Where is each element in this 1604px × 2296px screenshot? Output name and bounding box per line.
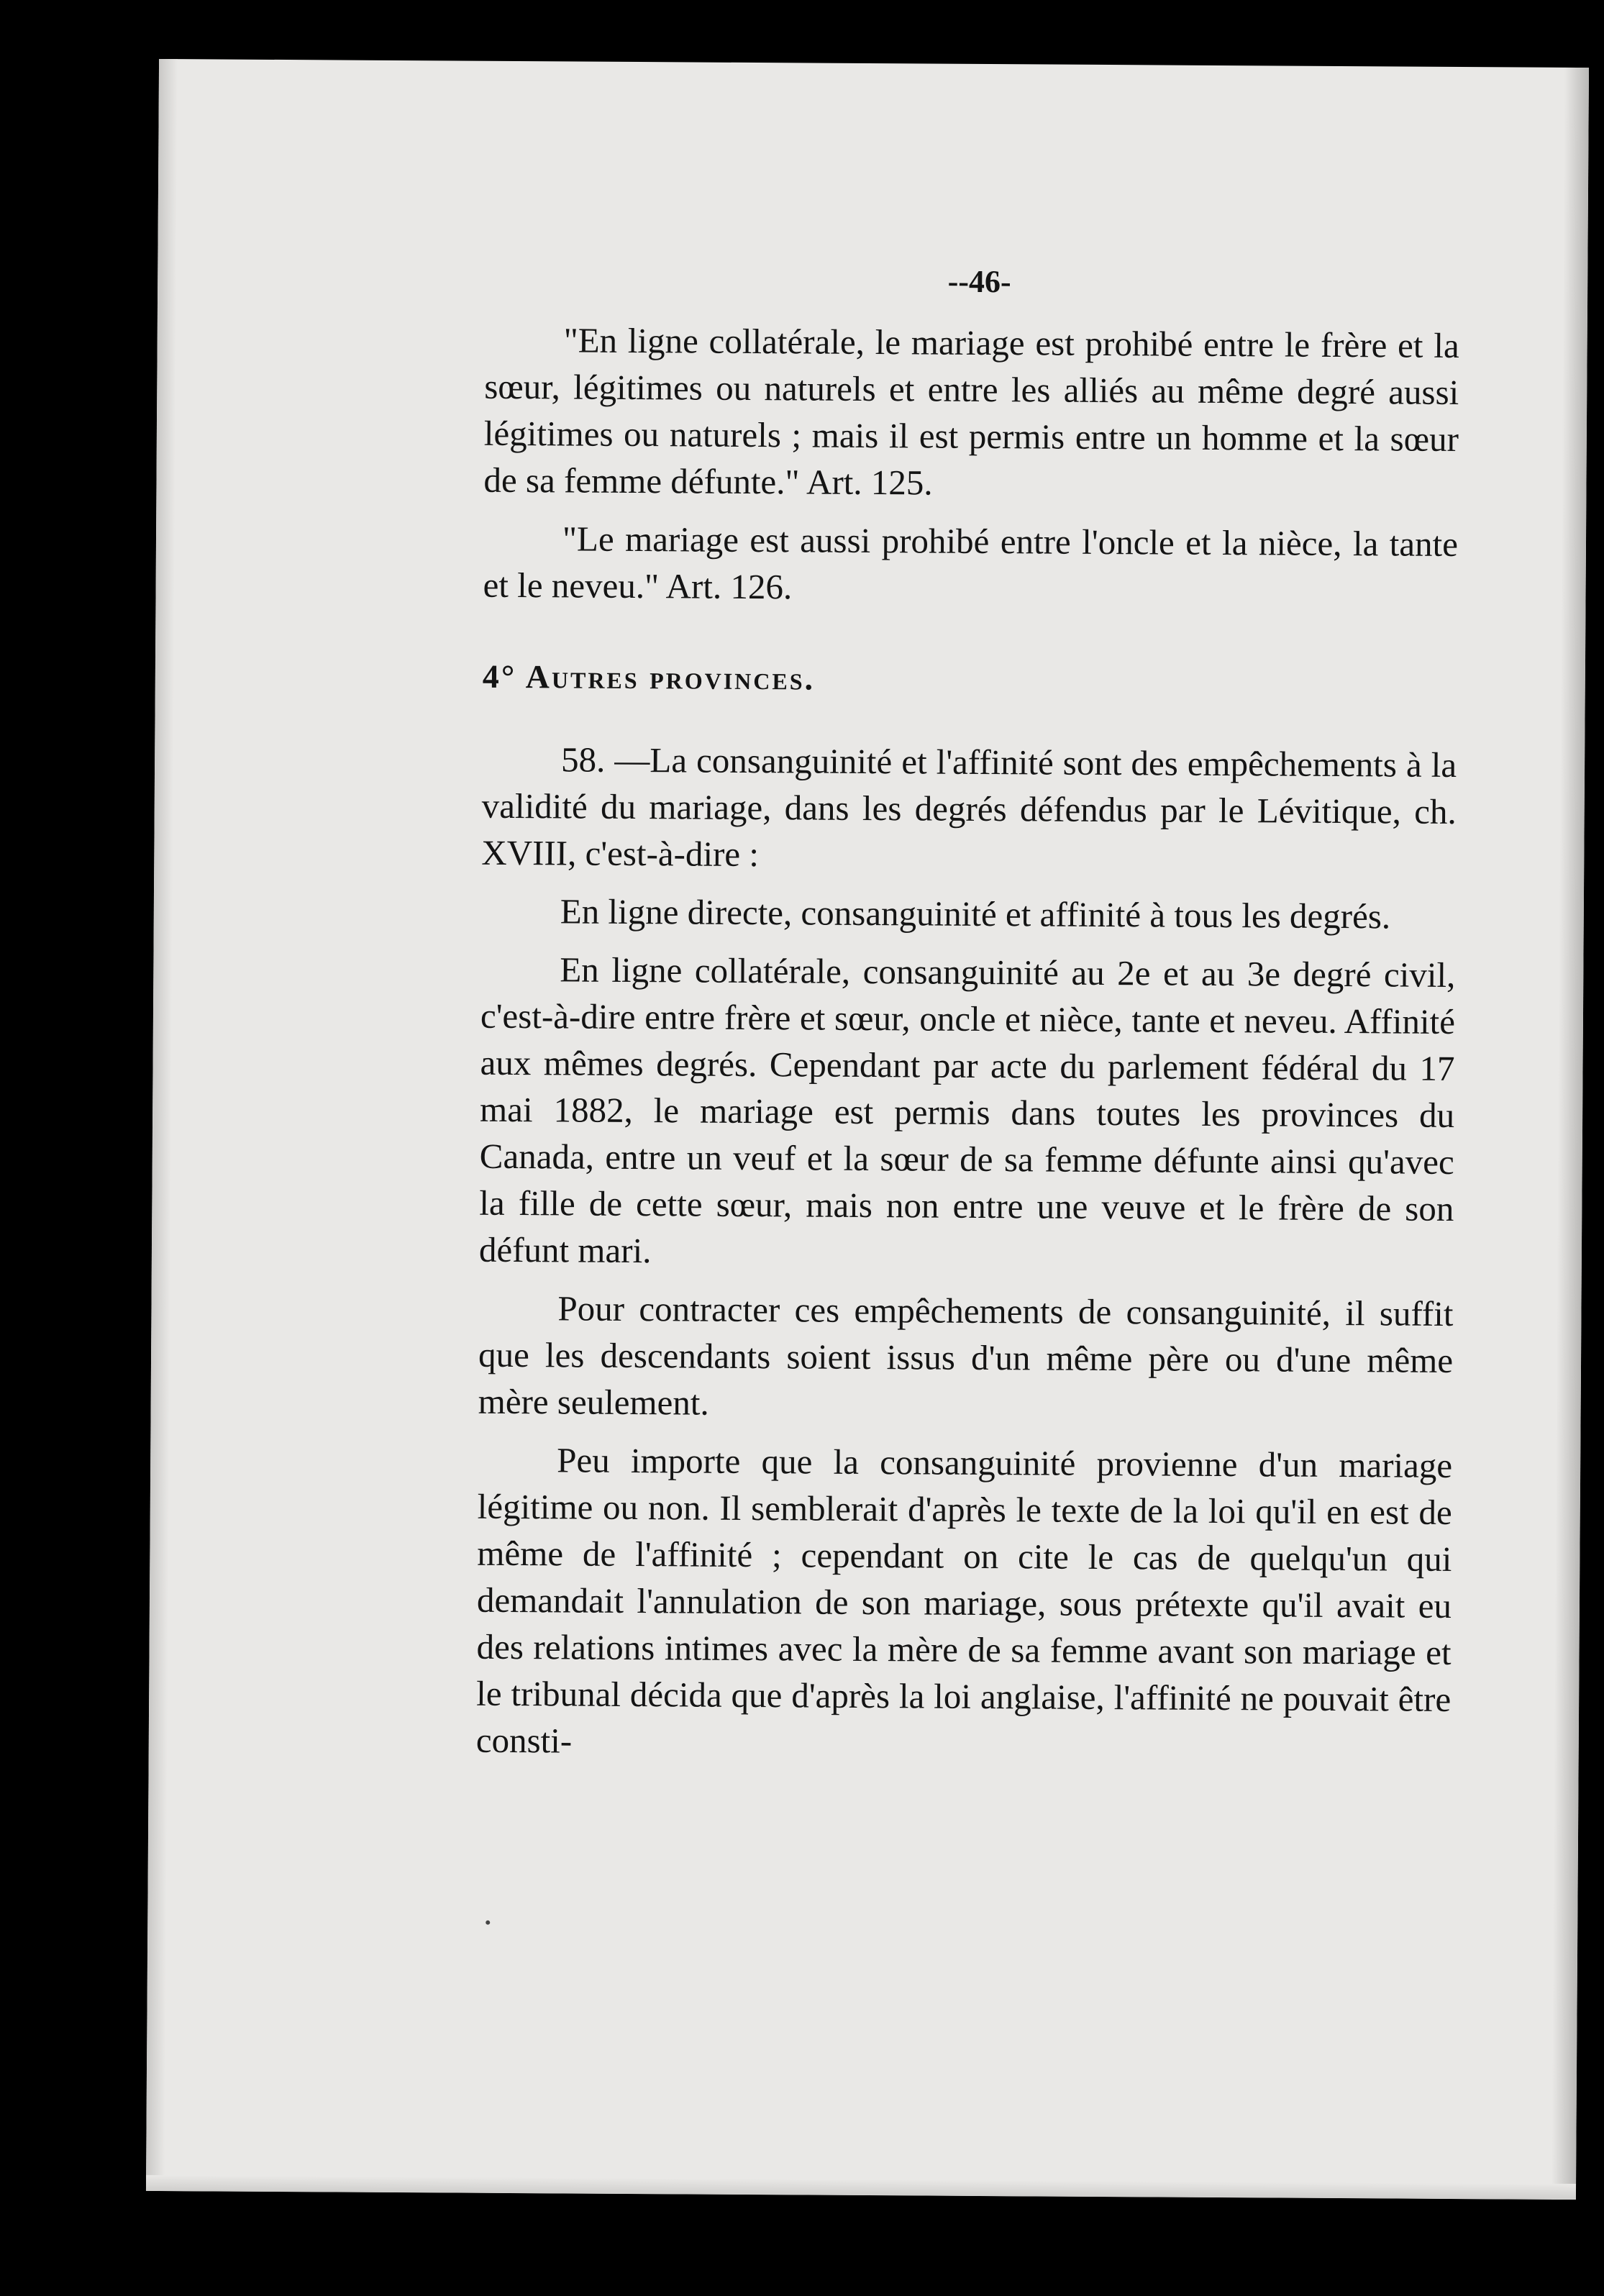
book-page bbox=[146, 59, 1589, 2200]
paragraph-art-125: "En ligne collatérale, le mariage est prohibé entre le frère et la sœur, légitimes ou naturels et entre les alliés au même degré aussi légitimes ou naturels ; mais il est permis entre un homme et la sœur de sa femme défunte." Art. 125. bbox=[483, 320, 1459, 503]
paragraph-ligne-collaterale: En ligne collatérale, consanguinité au 2e et au 3e degré civil, c'est-à-dire entre frère et sœur, oncle et nièce, tante et neveu. Affinité aux mêmes degrés. Cependant par acte du parlement fédéral du 17 mai 1882, le mariage est permis dans toutes les provinces du Canada, entre un veuf et la sœur de sa femme défunte ainsi qu'avec la fille de cette sœur, mais non entre une veuve et le frère de son défunt mari. bbox=[478, 949, 1456, 1271]
paragraph-peu-importe: Peu importe que la consanguinité provienne d'un mariage légitime ou non. Il semblerait d'après le texte de la loi qu'il en est de même de l'affinité ; cependant on cite le cas de quelqu'un qui demandait l'annulation de son mariage, sous prétexte qu'il avait eu des relations intimes avec la mère de sa femme avant son mariage et le tribunal décida que d'après la loi anglaise, l'affinité ne pouvait être consti- bbox=[475, 1440, 1453, 1761]
page-right-edge bbox=[1551, 68, 1589, 2200]
ink-speck bbox=[486, 1921, 490, 1925]
section-heading bbox=[483, 653, 1457, 709]
paragraph-contracter: Pour contracter ces empêchements de consanguinité, il suffit que les descendants soient issus d'un même père ou d'une même mère seulement. bbox=[478, 1288, 1454, 1423]
section-heading-title: Autres provinces. bbox=[525, 658, 816, 697]
paragraph-art-126: "Le mariage est aussi prohibé entre l'oncle et la nièce, la tante et le neveu." Art. 126. bbox=[483, 519, 1459, 607]
paragraph-ligne-directe: En ligne directe, consanguinité et affinité à tous les degrés. bbox=[560, 891, 1391, 937]
page-bottom-edge bbox=[146, 2175, 1576, 2200]
section-heading-number: 4° bbox=[482, 657, 517, 696]
page-left-edge bbox=[146, 59, 178, 2191]
page-text-block bbox=[476, 255, 1460, 1769]
paragraph-58: 58. —La consanguinité et l'affinité sont des empêchements à la validité du mariage, dans les degrés défendus par le Lévitique, ch. XVIII, c'est-à-dire : bbox=[481, 739, 1457, 875]
page-number: --46- bbox=[947, 263, 1011, 300]
